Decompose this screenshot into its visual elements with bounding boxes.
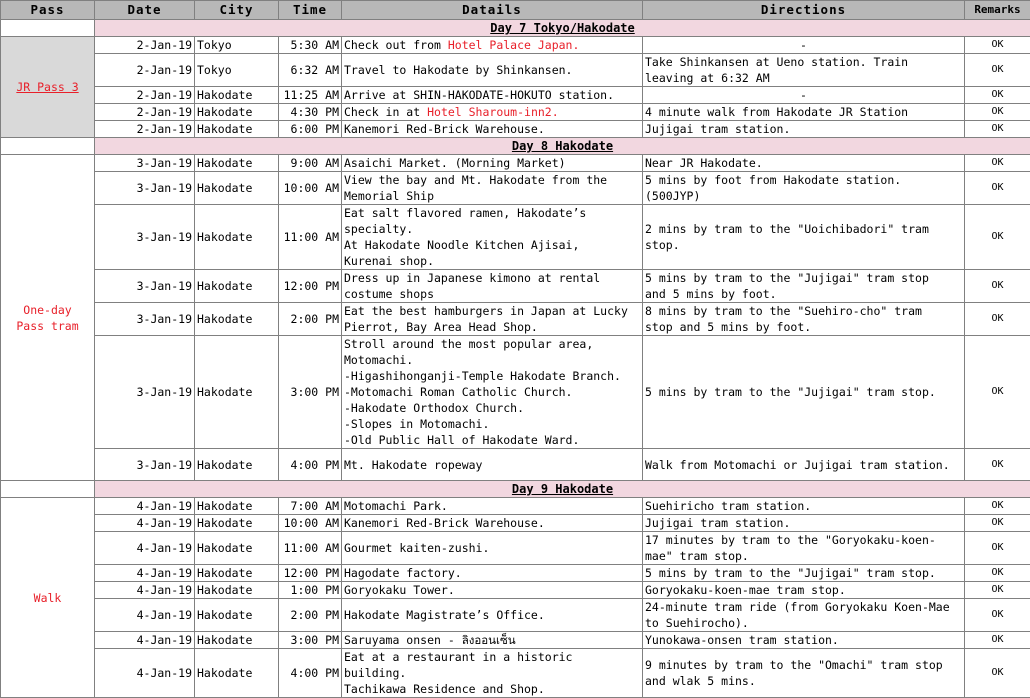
directions-cell[interactable]: - bbox=[643, 87, 965, 104]
date-cell[interactable]: 4-Jan-19 bbox=[95, 599, 195, 632]
directions-cell[interactable] bbox=[643, 649, 965, 698]
remarks-cell[interactable]: OK bbox=[965, 582, 1030, 599]
city-cell[interactable]: Hakodate bbox=[195, 532, 279, 565]
details-line: Eat at a restaurant in a historic bbox=[344, 649, 640, 665]
directions-cell[interactable]: 5 mins by tram to the "Jujigai" tram stop. bbox=[643, 336, 965, 449]
header-row bbox=[1, 1, 1030, 20]
table-row bbox=[1, 632, 1030, 649]
directions-line: (500JYP) bbox=[645, 188, 962, 204]
directions-line: mae" tram stop. bbox=[645, 548, 962, 564]
day-8-banner bbox=[1, 138, 1030, 155]
day-8-title[interactable]: Day 8 Hakodate bbox=[95, 138, 1030, 155]
details-line: Dress up in Japanese kimono at rental bbox=[344, 270, 640, 286]
time-cell[interactable]: 1:00 PM bbox=[279, 582, 342, 599]
details-line: Tachikawa Residence and Shop. bbox=[344, 681, 640, 697]
details-cell[interactable]: Kanemori Red-Brick Warehouse. bbox=[342, 121, 643, 138]
details-cell[interactable]: Mt. Hakodate ropeway bbox=[342, 449, 643, 481]
time-cell[interactable]: 3:00 PM bbox=[279, 632, 342, 649]
details-cell[interactable]: Motomachi Park. bbox=[342, 498, 643, 515]
details-cell[interactable] bbox=[342, 104, 643, 121]
remarks-cell[interactable]: OK bbox=[965, 54, 1030, 87]
directions-line: 2 mins by tram to the "Uoichibadori" tram bbox=[645, 221, 962, 237]
details-line: -Slopes in Motomachi. bbox=[344, 416, 640, 432]
header-date[interactable]: Date bbox=[95, 1, 195, 20]
table-row bbox=[1, 582, 1030, 599]
directions-line: and wlak 5 mins. bbox=[645, 673, 962, 689]
time-cell[interactable]: 6:00 PM bbox=[279, 121, 342, 138]
city-cell[interactable]: Hakodate bbox=[195, 515, 279, 532]
remarks-cell[interactable]: OK bbox=[965, 104, 1030, 121]
remarks-cell[interactable]: OK bbox=[965, 37, 1030, 54]
city-cell[interactable]: Tokyo bbox=[195, 54, 279, 87]
date-cell[interactable]: 4-Jan-19 bbox=[95, 632, 195, 649]
directions-line: Take Shinkansen at Ueno station. Train bbox=[645, 54, 962, 70]
remarks-cell[interactable]: OK bbox=[965, 303, 1030, 336]
time-cell[interactable]: 2:00 PM bbox=[279, 599, 342, 632]
table-row bbox=[1, 87, 1030, 104]
city-cell[interactable]: Hakodate bbox=[195, 155, 279, 172]
date-cell[interactable]: 2-Jan-19 bbox=[95, 87, 195, 104]
time-cell[interactable]: 4:30 PM bbox=[279, 104, 342, 121]
date-cell[interactable]: 4-Jan-19 bbox=[95, 649, 195, 698]
table-row bbox=[1, 303, 1030, 336]
date-cell[interactable]: 2-Jan-19 bbox=[95, 121, 195, 138]
pass-cell-walk[interactable]: Walk bbox=[1, 498, 95, 698]
details-line: -Motomachi Roman Catholic Church. bbox=[344, 384, 640, 400]
remarks-cell[interactable]: OK bbox=[965, 336, 1030, 449]
city-cell[interactable]: Hakodate bbox=[195, 565, 279, 582]
details-line: Eat salt flavored ramen, Hakodate’s bbox=[344, 205, 640, 221]
time-cell[interactable]: 2:00 PM bbox=[279, 303, 342, 336]
pass-cell-jr[interactable] bbox=[1, 37, 95, 138]
table-row bbox=[1, 449, 1030, 481]
remarks-cell[interactable]: OK bbox=[965, 155, 1030, 172]
city-cell[interactable]: Hakodate bbox=[195, 104, 279, 121]
details-cell[interactable]: Gourmet kaiten-zushi. bbox=[342, 532, 643, 565]
details-cell[interactable] bbox=[342, 172, 643, 205]
remarks-cell[interactable]: OK bbox=[965, 532, 1030, 565]
directions-line: stop and 5 mins by foot. bbox=[645, 319, 962, 335]
directions-cell[interactable]: - bbox=[643, 37, 965, 54]
time-cell[interactable]: 6:32 AM bbox=[279, 54, 342, 87]
details-cell[interactable] bbox=[342, 303, 643, 336]
remarks-cell[interactable]: OK bbox=[965, 632, 1030, 649]
directions-cell[interactable] bbox=[643, 532, 965, 565]
details-cell[interactable]: Travel to Hakodate by Shinkansen. bbox=[342, 54, 643, 87]
details-line: specialty. bbox=[344, 221, 640, 237]
table-row bbox=[1, 270, 1030, 303]
banner-pass-cell[interactable] bbox=[1, 20, 95, 37]
directions-cell[interactable] bbox=[643, 270, 965, 303]
table-row bbox=[1, 172, 1030, 205]
directions-cell[interactable] bbox=[643, 205, 965, 270]
time-cell[interactable]: 7:00 AM bbox=[279, 498, 342, 515]
directions-cell[interactable]: Jujigai tram station. bbox=[643, 121, 965, 138]
city-cell[interactable]: Hakodate bbox=[195, 582, 279, 599]
remarks-cell[interactable]: OK bbox=[965, 449, 1030, 481]
table-row bbox=[1, 532, 1030, 565]
table-row bbox=[1, 599, 1030, 632]
date-cell[interactable]: 3-Jan-19 bbox=[95, 336, 195, 449]
details-line: At Hakodate Noodle Kitchen Ajisai, bbox=[344, 237, 640, 253]
directions-line: 5 mins by foot from Hakodate station. bbox=[645, 172, 962, 188]
details-line: Pierrot, Bay Area Head Shop. bbox=[344, 319, 640, 335]
table-row bbox=[1, 565, 1030, 582]
date-cell[interactable]: 4-Jan-19 bbox=[95, 515, 195, 532]
day-7-banner bbox=[1, 20, 1030, 37]
details-line: Motomachi. bbox=[344, 352, 640, 368]
remarks-cell[interactable]: OK bbox=[965, 87, 1030, 104]
remarks-cell[interactable]: OK bbox=[965, 498, 1030, 515]
banner-pass-cell[interactable] bbox=[1, 138, 95, 155]
details-cell[interactable]: Arrive at SHIN-HAKODATE-HOKUTO station. bbox=[342, 87, 643, 104]
date-cell[interactable]: 3-Jan-19 bbox=[95, 205, 195, 270]
directions-cell[interactable] bbox=[643, 599, 965, 632]
details-line: -Old Public Hall of Hakodate Ward. bbox=[344, 432, 640, 448]
city-cell[interactable]: Hakodate bbox=[195, 205, 279, 270]
date-cell[interactable]: 2-Jan-19 bbox=[95, 54, 195, 87]
pass-line: One-day bbox=[3, 302, 92, 318]
directions-cell[interactable] bbox=[643, 172, 965, 205]
header-city[interactable]: City bbox=[195, 1, 279, 20]
details-line: Kurenai shop. bbox=[344, 253, 640, 269]
directions-cell[interactable]: Jujigai tram station. bbox=[643, 515, 965, 532]
city-cell[interactable]: Hakodate bbox=[195, 336, 279, 449]
city-cell[interactable]: Hakodate bbox=[195, 599, 279, 632]
time-cell[interactable]: 4:00 PM bbox=[279, 649, 342, 698]
directions-line: stop. bbox=[645, 237, 962, 253]
city-cell[interactable]: Hakodate bbox=[195, 632, 279, 649]
directions-cell[interactable]: 4 minute walk from Hakodate JR Station bbox=[643, 104, 965, 121]
hotel-name: Hotel Palace Japan. bbox=[448, 38, 580, 52]
details-cell[interactable]: Asaichi Market. (Morning Market) bbox=[342, 155, 643, 172]
header-details[interactable]: Datails bbox=[342, 1, 643, 20]
day-7-title[interactable]: Day 7 Tokyo/Hakodate bbox=[95, 20, 1030, 37]
directions-line: and 5 mins by foot. bbox=[645, 286, 962, 302]
city-cell[interactable]: Hakodate bbox=[195, 449, 279, 481]
remarks-cell[interactable]: OK bbox=[965, 649, 1030, 698]
time-cell[interactable]: 3:00 PM bbox=[279, 336, 342, 449]
time-cell[interactable]: 11:00 AM bbox=[279, 532, 342, 565]
details-line: Stroll around the most popular area, bbox=[344, 336, 640, 352]
date-cell[interactable]: 4-Jan-19 bbox=[95, 582, 195, 599]
directions-line: 24-minute tram ride (from Goryokaku Koen-Mae bbox=[645, 599, 962, 615]
city-cell[interactable]: Hakodate bbox=[195, 270, 279, 303]
directions-line: 8 mins by tram to the "Suehiro-cho" tram bbox=[645, 303, 962, 319]
date-cell[interactable]: 2-Jan-19 bbox=[95, 37, 195, 54]
details-text: Check in at bbox=[344, 105, 427, 119]
details-line: Memorial Ship bbox=[344, 188, 640, 204]
header-remarks[interactable]: Remarks bbox=[965, 1, 1030, 20]
table-row bbox=[1, 515, 1030, 532]
city-cell[interactable]: Hakodate bbox=[195, 87, 279, 104]
directions-cell[interactable] bbox=[643, 54, 965, 87]
time-cell[interactable]: 5:30 AM bbox=[279, 37, 342, 54]
city-cell[interactable]: Hakodate bbox=[195, 649, 279, 698]
details-cell[interactable]: Saruyama onsen - ลิงออนเซ็น bbox=[342, 632, 643, 649]
table-row bbox=[1, 155, 1030, 172]
city-cell[interactable]: Hakodate bbox=[195, 498, 279, 515]
time-cell[interactable]: 10:00 AM bbox=[279, 172, 342, 205]
date-cell[interactable]: 2-Jan-19 bbox=[95, 104, 195, 121]
details-cell[interactable]: Hakodate Magistrate’s Office. bbox=[342, 599, 643, 632]
details-text: Check out from bbox=[344, 38, 448, 52]
directions-line: 5 mins by tram to the "Jujigai" tram stop bbox=[645, 270, 962, 286]
jr-pass-link[interactable]: JR Pass 3 bbox=[16, 80, 78, 94]
details-cell[interactable] bbox=[342, 270, 643, 303]
details-line: View the bay and Mt. Hakodate from the bbox=[344, 172, 640, 188]
header-directions[interactable]: Directions bbox=[643, 1, 965, 20]
time-cell[interactable]: 12:00 PM bbox=[279, 565, 342, 582]
table-row bbox=[1, 649, 1030, 698]
date-cell[interactable]: 3-Jan-19 bbox=[95, 270, 195, 303]
time-cell[interactable]: 12:00 PM bbox=[279, 270, 342, 303]
table-row bbox=[1, 121, 1030, 138]
details-line: Eat the best hamburgers in Japan at Lucky bbox=[344, 303, 640, 319]
date-cell[interactable]: 4-Jan-19 bbox=[95, 532, 195, 565]
day-9-banner bbox=[1, 481, 1030, 498]
details-line: costume shops bbox=[344, 286, 640, 302]
details-cell[interactable] bbox=[342, 205, 643, 270]
time-cell[interactable]: 4:00 PM bbox=[279, 449, 342, 481]
remarks-cell[interactable]: OK bbox=[965, 172, 1030, 205]
details-cell[interactable] bbox=[342, 649, 643, 698]
day-9-title[interactable]: Day 9 Hakodate bbox=[95, 481, 1030, 498]
remarks-cell[interactable]: OK bbox=[965, 270, 1030, 303]
table-row bbox=[1, 498, 1030, 515]
date-cell[interactable]: 3-Jan-19 bbox=[95, 303, 195, 336]
details-cell[interactable] bbox=[342, 336, 643, 449]
table-row bbox=[1, 37, 1030, 54]
city-cell[interactable]: Tokyo bbox=[195, 37, 279, 54]
directions-cell[interactable]: Near JR Hakodate. bbox=[643, 155, 965, 172]
directions-cell[interactable] bbox=[643, 303, 965, 336]
details-cell[interactable]: Goryokaku Tower. bbox=[342, 582, 643, 599]
remarks-cell[interactable]: OK bbox=[965, 565, 1030, 582]
details-line: -Hakodate Orthodox Church. bbox=[344, 400, 640, 416]
details-line: -Higashihonganji-Temple Hakodate Branch. bbox=[344, 368, 640, 384]
directions-cell[interactable]: Walk from Motomachi or Jujigai tram station. bbox=[643, 449, 965, 481]
date-cell[interactable]: 3-Jan-19 bbox=[95, 155, 195, 172]
details-cell[interactable] bbox=[342, 37, 643, 54]
time-cell[interactable]: 10:00 AM bbox=[279, 515, 342, 532]
directions-cell[interactable]: 5 mins by tram to the "Jujigai" tram stop. bbox=[643, 565, 965, 582]
hotel-name: Hotel Sharoum-inn2. bbox=[427, 105, 559, 119]
directions-line: 17 minutes by tram to the "Goryokaku-koen- bbox=[645, 532, 962, 548]
time-cell[interactable]: 11:00 AM bbox=[279, 205, 342, 270]
city-cell[interactable]: Hakodate bbox=[195, 172, 279, 205]
table-row bbox=[1, 54, 1030, 87]
directions-cell[interactable]: Goryokaku-koen-mae tram stop. bbox=[643, 582, 965, 599]
remarks-cell[interactable]: OK bbox=[965, 121, 1030, 138]
table-row bbox=[1, 336, 1030, 449]
time-cell[interactable]: 9:00 AM bbox=[279, 155, 342, 172]
table-row bbox=[1, 205, 1030, 270]
remarks-cell[interactable]: OK bbox=[965, 515, 1030, 532]
directions-line: 9 minutes by tram to the "Omachi" tram stop bbox=[645, 657, 962, 673]
details-cell[interactable]: Hagodate factory. bbox=[342, 565, 643, 582]
banner-pass-cell[interactable] bbox=[1, 481, 95, 498]
date-cell[interactable]: 4-Jan-19 bbox=[95, 565, 195, 582]
directions-line: to Suehirocho). bbox=[645, 615, 962, 631]
table-row bbox=[1, 104, 1030, 121]
date-cell[interactable]: 4-Jan-19 bbox=[95, 498, 195, 515]
details-line: building. bbox=[344, 665, 640, 681]
time-cell[interactable]: 11:25 AM bbox=[279, 87, 342, 104]
directions-cell[interactable]: Suehiricho tram station. bbox=[643, 498, 965, 515]
remarks-cell[interactable]: OK bbox=[965, 599, 1030, 632]
header-pass[interactable]: Pass bbox=[1, 1, 95, 20]
city-cell[interactable]: Hakodate bbox=[195, 121, 279, 138]
header-time[interactable]: Time bbox=[279, 1, 342, 20]
directions-line: leaving at 6:32 AM bbox=[645, 70, 962, 86]
date-cell[interactable]: 3-Jan-19 bbox=[95, 172, 195, 205]
pass-cell-tram[interactable] bbox=[1, 155, 95, 481]
city-cell[interactable]: Hakodate bbox=[195, 303, 279, 336]
directions-cell[interactable]: Yunokawa-onsen tram station. bbox=[643, 632, 965, 649]
date-cell[interactable]: 3-Jan-19 bbox=[95, 449, 195, 481]
remarks-cell[interactable]: OK bbox=[965, 205, 1030, 270]
pass-line: Pass tram bbox=[3, 318, 92, 334]
details-cell[interactable]: Kanemori Red-Brick Warehouse. bbox=[342, 515, 643, 532]
